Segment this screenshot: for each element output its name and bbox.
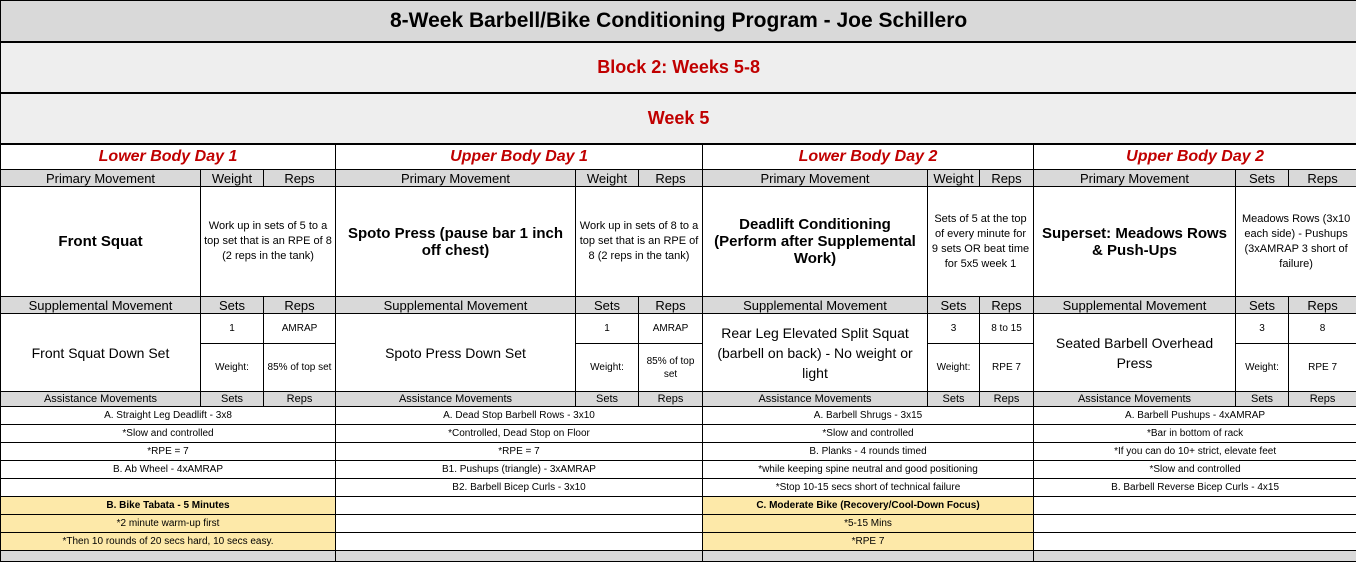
- supplemental-sets[interactable]: 3: [1236, 314, 1289, 344]
- column-header[interactable]: Sets: [928, 392, 980, 407]
- column-header[interactable]: Sets: [576, 392, 639, 407]
- supplemental-weight[interactable]: 85% of top set: [264, 344, 336, 392]
- week-title[interactable]: Week 5: [1, 93, 1356, 144]
- assistance-item[interactable]: [336, 497, 703, 515]
- assistance-item[interactable]: [336, 533, 703, 551]
- column-header[interactable]: Reps: [639, 297, 703, 314]
- assistance-item[interactable]: B. Planks - 4 rounds timed: [703, 443, 1034, 461]
- day-title[interactable]: Upper Body Day 1: [336, 144, 703, 170]
- assistance-item[interactable]: B. Barbell Reverse Bicep Curls - 4x15: [1034, 479, 1356, 497]
- column-header[interactable]: Assistance Movements: [703, 392, 928, 407]
- column-header[interactable]: Sets: [928, 297, 980, 314]
- assistance-item[interactable]: C. Moderate Bike (Recovery/Cool-Down Focus): [703, 497, 1034, 515]
- primary-movement[interactable]: Superset: Meadows Rows & Push-Ups: [1034, 187, 1236, 297]
- block-title[interactable]: Block 2: Weeks 5-8: [1, 42, 1356, 93]
- column-header[interactable]: Sets: [201, 392, 264, 407]
- primary-movement[interactable]: Spoto Press (pause bar 1 inch off chest): [336, 187, 576, 297]
- column-header[interactable]: Primary Movement: [336, 170, 576, 187]
- assistance-item[interactable]: *If you can do 10+ strict, elevate feet: [1034, 443, 1356, 461]
- column-header[interactable]: Assistance Movements: [1034, 392, 1236, 407]
- assistance-item[interactable]: [1034, 497, 1356, 515]
- day-title[interactable]: Lower Body Day 2: [703, 144, 1034, 170]
- assistance-item[interactable]: [1034, 533, 1356, 551]
- column-header[interactable]: Reps: [639, 392, 703, 407]
- weight-label[interactable]: Weight:: [576, 344, 639, 392]
- assistance-item[interactable]: *while keeping spine neutral and good positioning: [703, 461, 1034, 479]
- assistance-item[interactable]: *RPE = 7: [1, 443, 336, 461]
- column-header[interactable]: Reps: [1289, 297, 1356, 314]
- column-header[interactable]: Reps: [264, 297, 336, 314]
- assistance-item[interactable]: A. Dead Stop Barbell Rows - 3x10: [336, 407, 703, 425]
- column-header[interactable]: Primary Movement: [1034, 170, 1236, 187]
- filler-cell: [703, 551, 1034, 562]
- assistance-item[interactable]: [1034, 515, 1356, 533]
- primary-note[interactable]: Work up in sets of 8 to a top set that is an RPE of 8 (2 reps in the tank): [576, 187, 703, 297]
- supplemental-movement[interactable]: Rear Leg Elevated Split Squat (barbell on back) - No weight or light: [703, 314, 928, 392]
- assistance-item[interactable]: *Slow and controlled: [703, 425, 1034, 443]
- supplemental-weight[interactable]: RPE 7: [980, 344, 1034, 392]
- assistance-item[interactable]: *5-15 Mins: [703, 515, 1034, 533]
- assistance-item[interactable]: B. Ab Wheel - 4xAMRAP: [1, 461, 336, 479]
- column-header[interactable]: Primary Movement: [1, 170, 201, 187]
- assistance-item[interactable]: *2 minute warm-up first: [1, 515, 336, 533]
- supplemental-movement[interactable]: Seated Barbell Overhead Press: [1034, 314, 1236, 392]
- supplemental-reps[interactable]: AMRAP: [639, 314, 703, 344]
- assistance-item[interactable]: *Slow and controlled: [1034, 461, 1356, 479]
- column-header[interactable]: Reps: [639, 170, 703, 187]
- filler-cell: [1034, 551, 1356, 562]
- column-header[interactable]: Reps: [980, 392, 1034, 407]
- column-header[interactable]: Sets: [1236, 297, 1289, 314]
- column-header[interactable]: Weight: [201, 170, 264, 187]
- assistance-item[interactable]: *Stop 10-15 secs short of technical failure: [703, 479, 1034, 497]
- column-header[interactable]: Weight: [928, 170, 980, 187]
- supplemental-movement[interactable]: Front Squat Down Set: [1, 314, 201, 392]
- column-header[interactable]: Supplemental Movement: [703, 297, 928, 314]
- assistance-item[interactable]: B. Bike Tabata - 5 Minutes: [1, 497, 336, 515]
- primary-note[interactable]: Sets of 5 at the top of every minute for 9 sets OR beat time for 5x5 week 1: [928, 187, 1034, 297]
- supplemental-sets[interactable]: 1: [201, 314, 264, 344]
- column-header[interactable]: Reps: [1289, 170, 1356, 187]
- primary-note[interactable]: Work up in sets of 5 to a top set that is an RPE of 8 (2 reps in the tank): [201, 187, 336, 297]
- column-header[interactable]: Assistance Movements: [336, 392, 576, 407]
- assistance-item[interactable]: A. Barbell Pushups - 4xAMRAP: [1034, 407, 1356, 425]
- weight-label[interactable]: Weight:: [201, 344, 264, 392]
- assistance-item[interactable]: *Bar in bottom of rack: [1034, 425, 1356, 443]
- column-header[interactable]: Reps: [264, 392, 336, 407]
- primary-movement[interactable]: Deadlift Conditioning (Perform after Supplemental Work): [703, 187, 928, 297]
- column-header[interactable]: Sets: [576, 297, 639, 314]
- column-header[interactable]: Supplemental Movement: [1, 297, 201, 314]
- column-header[interactable]: Sets: [201, 297, 264, 314]
- supplemental-reps[interactable]: 8 to 15: [980, 314, 1034, 344]
- assistance-item[interactable]: *RPE = 7: [336, 443, 703, 461]
- filler-cell: [1, 551, 336, 562]
- supplemental-reps[interactable]: 8: [1289, 314, 1356, 344]
- supplemental-sets[interactable]: 1: [576, 314, 639, 344]
- supplemental-weight[interactable]: 85% of top set: [639, 344, 703, 392]
- column-header[interactable]: Sets: [1236, 170, 1289, 187]
- supplemental-sets[interactable]: 3: [928, 314, 980, 344]
- weight-label[interactable]: Weight:: [1236, 344, 1289, 392]
- assistance-item[interactable]: *Slow and controlled: [1, 425, 336, 443]
- column-header[interactable]: Reps: [264, 170, 336, 187]
- assistance-item[interactable]: A. Barbell Shrugs - 3x15: [703, 407, 1034, 425]
- column-header[interactable]: Assistance Movements: [1, 392, 201, 407]
- assistance-item[interactable]: [336, 515, 703, 533]
- filler-cell: [336, 551, 703, 562]
- assistance-item[interactable]: A. Straight Leg Deadlift - 3x8: [1, 407, 336, 425]
- column-header[interactable]: Reps: [980, 170, 1034, 187]
- column-header[interactable]: Supplemental Movement: [336, 297, 576, 314]
- day-title[interactable]: Lower Body Day 1: [1, 144, 336, 170]
- column-header[interactable]: Supplemental Movement: [1034, 297, 1236, 314]
- column-header[interactable]: Weight: [576, 170, 639, 187]
- day-title[interactable]: Upper Body Day 2: [1034, 144, 1356, 170]
- supplemental-weight[interactable]: RPE 7: [1289, 344, 1356, 392]
- assistance-item[interactable]: B1. Pushups (triangle) - 3xAMRAP: [336, 461, 703, 479]
- column-header[interactable]: Primary Movement: [703, 170, 928, 187]
- primary-note[interactable]: Meadows Rows (3x10 each side) - Pushups (3xAMRAP 3 short of failure): [1236, 187, 1356, 297]
- assistance-item[interactable]: B2. Barbell Bicep Curls - 3x10: [336, 479, 703, 497]
- weight-label[interactable]: Weight:: [928, 344, 980, 392]
- column-header[interactable]: Sets: [1236, 392, 1289, 407]
- assistance-item[interactable]: [1, 479, 336, 497]
- assistance-item[interactable]: *Then 10 rounds of 20 secs hard, 10 secs easy.: [1, 533, 336, 551]
- column-header[interactable]: Reps: [1289, 392, 1356, 407]
- assistance-item[interactable]: *Controlled, Dead Stop on Floor: [336, 425, 703, 443]
- column-header[interactable]: Reps: [980, 297, 1034, 314]
- supplemental-movement[interactable]: Spoto Press Down Set: [336, 314, 576, 392]
- supplemental-reps[interactable]: AMRAP: [264, 314, 336, 344]
- assistance-item[interactable]: *RPE 7: [703, 533, 1034, 551]
- sheet-title[interactable]: 8-Week Barbell/Bike Conditioning Program - Joe Schillero: [1, 1, 1356, 43]
- primary-movement[interactable]: Front Squat: [1, 187, 201, 297]
